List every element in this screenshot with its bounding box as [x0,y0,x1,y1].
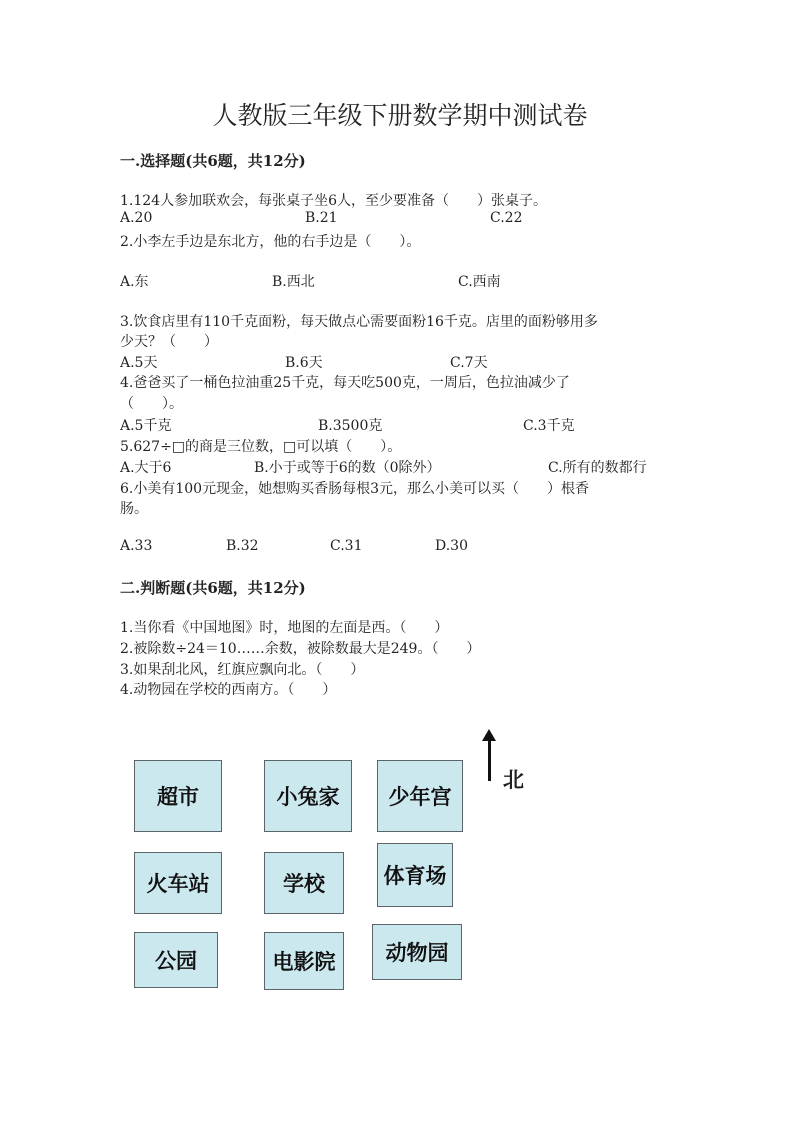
question-1-option-b: B.21 [305,210,338,226]
question-6-option-c: C.31 [330,538,363,554]
question-1-option-c: C.22 [490,210,523,226]
question-3-option-c: C.7天 [450,355,488,371]
north-arrow-shaft [488,733,491,781]
place-supermarket: 超市 [134,760,222,832]
judgment-1: 1.当你看《中国地图》时，地图的左面是西。（ ） [120,620,449,636]
page-title: 人教版三年级下册数学期中测试卷 [212,101,588,130]
place-train-station: 火车站 [134,852,222,914]
judgment-4: 4.动物园在学校的西南方。（ ） [120,682,337,698]
question-4-option-b: B.3500克 [318,418,383,434]
north-label: 北 [503,768,524,792]
question-3-line-2: 少天？（ ） [120,334,218,350]
question-5-option-c: C.所有的数都行 [548,460,647,476]
question-5-option-b: B.小于或等于6的数（0除外） [254,460,441,476]
question-2-option-a: A.东 [120,274,149,290]
question-4-option-c: C.3千克 [523,418,575,434]
question-3-option-b: B.6天 [285,355,323,371]
place-zoo: 动物园 [372,924,462,980]
section-heading-choice: 一.选择题(共6题，共12分) [120,152,306,170]
question-4-line-2: （ ）。 [120,396,183,412]
question-6-option-d: D.30 [435,538,468,554]
question-2-option-c: C.西南 [458,274,501,290]
question-6-option-b: B.32 [226,538,259,554]
question-1-text: 1.124人参加联欢会，每张桌子坐6人，至少要准备（ ）张桌子。 [120,193,547,209]
question-1-option-a: A.20 [120,210,153,226]
question-4-option-a: A.5千克 [120,418,172,434]
place-stadium: 体育场 [377,843,453,907]
judgment-3: 3.如果刮北风，红旗应飘向北。（ ） [120,662,365,678]
question-2-text: 2.小李左手边是东北方，他的右手边是（ ）。 [120,234,421,250]
question-6-line-2: 肠。 [120,501,148,517]
place-park: 公园 [134,932,218,988]
place-rabbit-home: 小兔家 [264,760,352,832]
place-youth-palace: 少年宫 [377,760,463,832]
section-heading-judgment: 二.判断题(共6题，共12分) [120,579,306,597]
question-4-line-1: 4.爸爸买了一桶色拉油重25千克，每天吃500克，一周后，色拉油减少了 [120,375,570,391]
place-cinema: 电影院 [264,932,344,990]
question-5-option-a: A.大于6 [120,460,172,476]
judgment-2: 2.被除数÷24＝10……余数，被除数最大是249。（ ） [120,641,481,657]
question-6-line-1: 6.小美有100元现金，她想购买香肠每根3元，那么小美可以买（ ）根香 [120,481,589,497]
question-5-text: 5.627÷□的商是三位数，□可以填（ ）。 [120,439,402,455]
question-6-option-a: A.33 [120,538,153,554]
question-3-line-1: 3.饮食店里有110千克面粉，每天做点心需要面粉16千克。店里的面粉够用多 [120,314,598,330]
place-school: 学校 [264,852,344,914]
question-3-option-a: A.5天 [120,355,158,371]
question-2-option-b: B.西北 [272,274,315,290]
